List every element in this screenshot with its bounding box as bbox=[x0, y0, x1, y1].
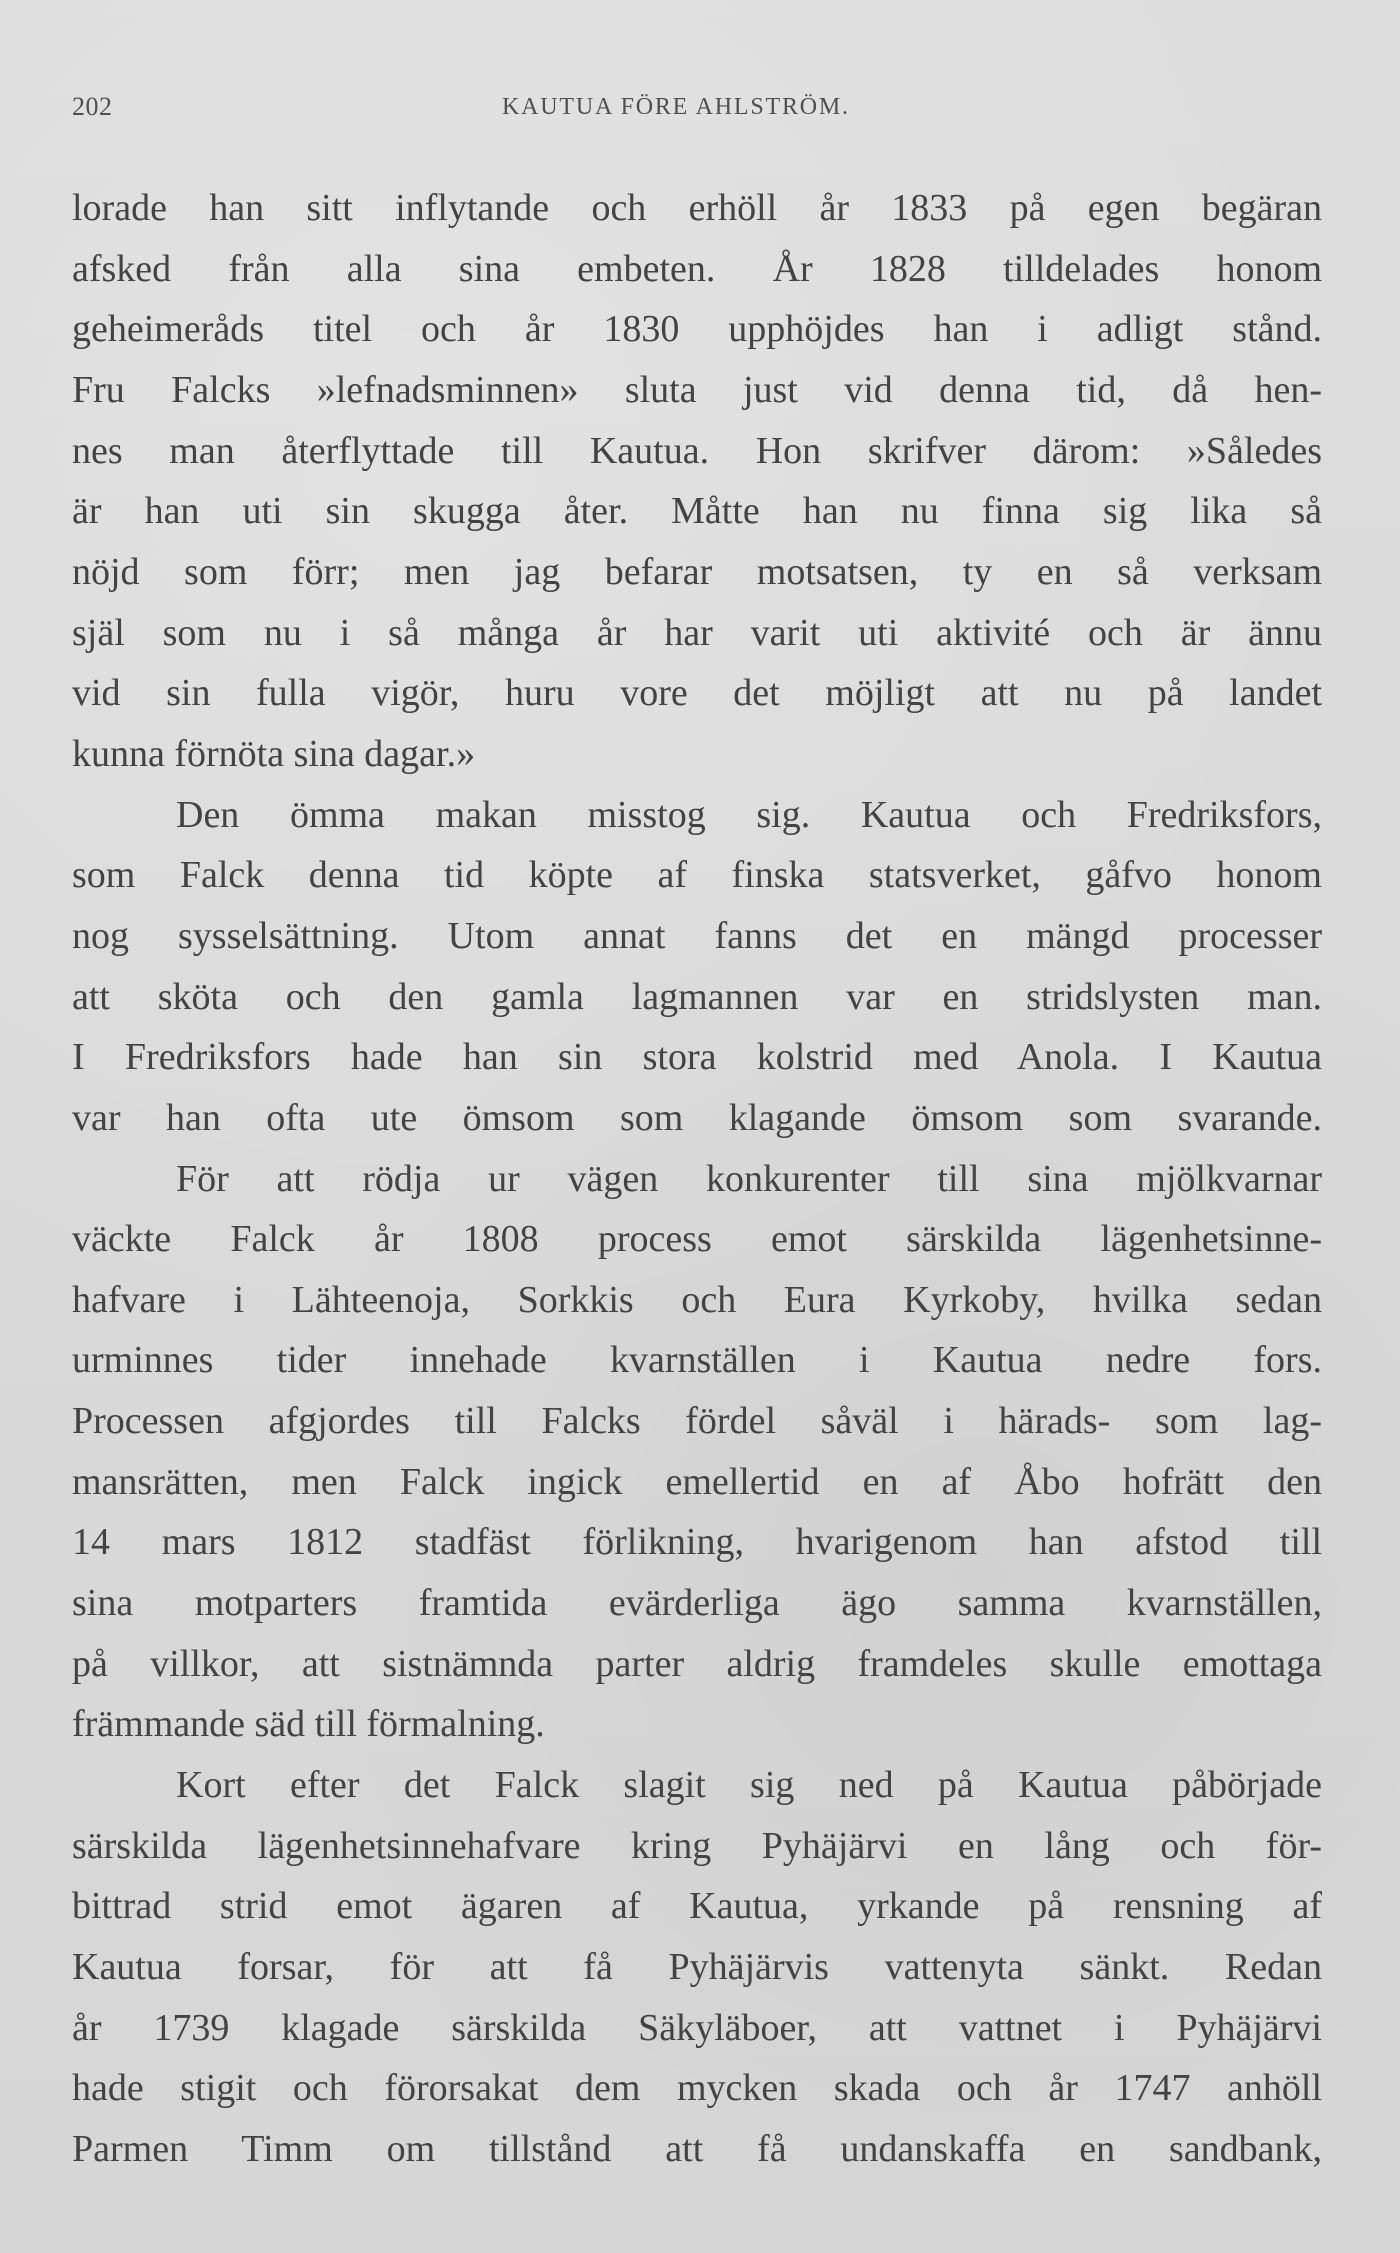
paragraph-end-line: främmande säd till förmalning. bbox=[72, 1703, 545, 1746]
text-line: 14 mars 1812 stadfäst förlikning, hvarigenom han afstod till bbox=[72, 1521, 1322, 1564]
text-line: vid sin fulla vigör, huru vore det möjligt att nu på landet bbox=[72, 672, 1322, 715]
text-line: Kautua forsar, för att få Pyhäjärvis vattenyta sänkt. Redan bbox=[72, 1946, 1322, 1989]
text-line: lorade han sitt inflytande och erhöll år 1833 på egen begäran bbox=[72, 187, 1322, 229]
paragraph-start-line: Den ömma makan misstog sig. Kautua och Fredriksfors, bbox=[176, 793, 1322, 836]
text-line: väckte Falck år 1808 process emot särskilda lägenhetsinne- bbox=[72, 1218, 1322, 1261]
text-line: nog sysselsättning. Utom annat fanns det en mängd processer bbox=[72, 914, 1322, 957]
text-line: Parmen Timm om tillstånd att få undanskaffa en sandbank, bbox=[72, 2128, 1322, 2170]
text-line: sina motparters framtida evärderliga ägo samma kvarnställen, bbox=[72, 1582, 1322, 1625]
text-line: geheimeråds titel och år 1830 upphöjdes han i adligt stånd. bbox=[72, 308, 1322, 351]
text-line: nes man återflyttade till Kautua. Hon skrifver därom: »Således bbox=[72, 429, 1322, 472]
text-line: som Falck denna tid köpte af finska statsverket, gåfvo honom bbox=[72, 854, 1322, 897]
text-line: Fru Falcks »lefnadsminnen» sluta just vid denna tid, då hen- bbox=[72, 368, 1322, 411]
paragraph-end-line: kunna förnöta sina dagar.» bbox=[72, 732, 476, 775]
text-line: själ som nu i så många år har varit uti aktivité och är ännu bbox=[72, 611, 1322, 654]
text-line: urminnes tider innehade kvarnställen i Kautua nedre fors. bbox=[72, 1339, 1322, 1382]
text-line: mansrätten, men Falck ingick emellertid en af Åbo hofrätt den bbox=[72, 1460, 1322, 1503]
text-line: nöjd som förr; men jag befarar motsatsen, ty en så verksam bbox=[72, 550, 1322, 593]
text-line: på villkor, att sistnämnda parter aldrig framdeles skulle emottaga bbox=[72, 1642, 1322, 1685]
text-line: hafvare i Lähteenoja, Sorkkis och Eura Kyrkoby, hvilka sedan bbox=[72, 1278, 1322, 1321]
text-line: att sköta och den gamla lagmannen var en stridslysten man. bbox=[72, 975, 1322, 1018]
body-text bbox=[72, 178, 1322, 2168]
text-line: särskilda lägenhetsinnehafvare kring Pyhäjärvi en lång och för- bbox=[72, 1824, 1322, 1867]
text-line: bittrad strid emot ägaren af Kautua, yrkande på rensning af bbox=[72, 1885, 1322, 1928]
page-header bbox=[72, 92, 1322, 128]
running-head: KAUTUA FÖRE AHLSTRÖM. bbox=[502, 94, 850, 120]
text-line: var han ofta ute ömsom som klagande ömsom som svarande. bbox=[72, 1096, 1322, 1139]
text-line: afsked från alla sina embeten. År 1828 tilldelades honom bbox=[72, 247, 1322, 290]
text-line: år 1739 klagade särskilda Säkyläboer, att vattnet i Pyhäjärvi bbox=[72, 2006, 1322, 2049]
paragraph-start-line: För att rödja ur vägen konkurenter till sina mjölkvarnar bbox=[176, 1157, 1322, 1200]
text-line: Processen afgjordes till Falcks fördel såväl i härads- som lag- bbox=[72, 1400, 1322, 1443]
text-line: I Fredriksfors hade han sin stora kolstrid med Anola. I Kautua bbox=[72, 1036, 1322, 1079]
text-line: hade stigit och förorsakat dem mycken skada och år 1747 anhöll bbox=[72, 2067, 1322, 2110]
paragraph-start-line: Kort efter det Falck slagit sig ned på Kautua påbörjade bbox=[176, 1764, 1322, 1807]
text-line: är han uti sin skugga åter. Måtte han nu finna sig lika så bbox=[72, 490, 1322, 533]
page-number: 202 bbox=[72, 92, 113, 121]
